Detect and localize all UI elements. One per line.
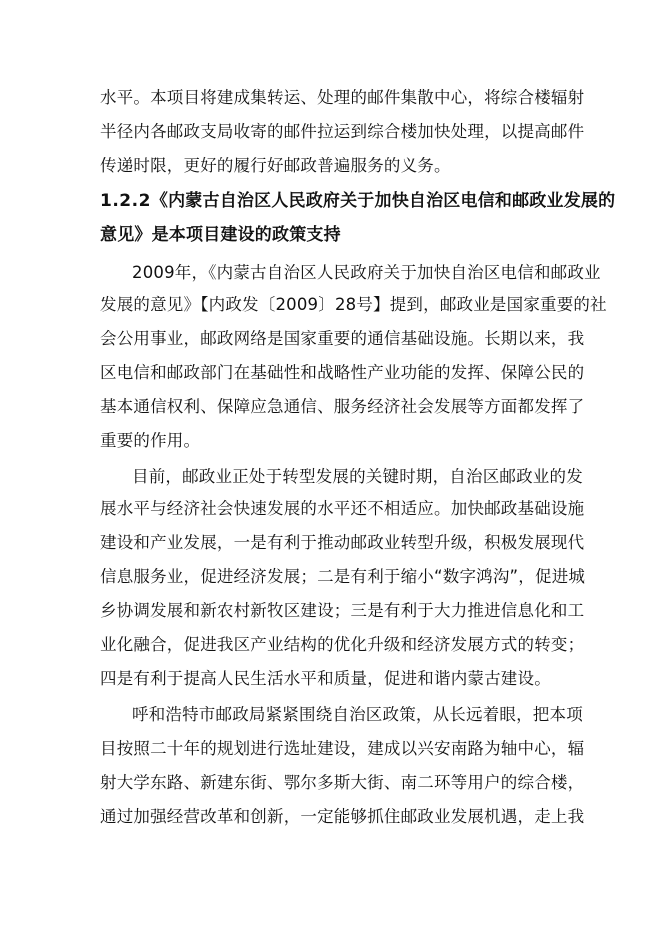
paragraph-line: 业化融合，促进我区产业结构的优化升级和经济发展方式的转变； (100, 635, 585, 654)
paragraph-line: 通过加强经营改革和创新，一定能够抓住邮政业发展机遇，走上我 (100, 807, 585, 826)
paragraph-line: 呼和浩特市邮政局紧紧围绕自治区政策，从长远着眼，把本项 (132, 705, 583, 724)
paragraph-line: 射大学东路、新建东街、鄂尔多斯大街、南二环等用户的综合楼， (100, 773, 585, 792)
paragraph-line: 目按照二十年的规划进行选址建设，建成以兴安南路为轴中心，辐 (100, 739, 585, 758)
paragraph-line: 四是有利于提高人民生活水平和质量，促进和谐内蒙古建设。 (100, 669, 551, 688)
paragraph-line: 信息服务业，促进经济发展；二是有利于缩小“数字鸿沟”，促进城 (100, 567, 586, 586)
paragraph-line: 基本通信权利、保障应急通信、服务经济社会发展等方面都发挥了 (100, 397, 585, 416)
paragraph-line: 展水平与经济社会快速发展的水平还不相适应。加快邮政基础设施 (100, 499, 585, 518)
paragraph-line: 会公用事业，邮政网络是国家重要的通信基础设施。长期以来，我 (100, 329, 585, 348)
paragraph-line: 水平。本项目将建成集转运、处理的邮件集散中心，将综合楼辐射 (100, 88, 585, 107)
paragraph-line: 传递时限，更好的履行好邮政普遍服务的义务。 (100, 156, 451, 175)
paragraph-line: 乡协调发展和新农村新牧区建设；三是有利于大力推进信息化和工 (100, 601, 585, 620)
section-heading-text: 《内蒙古自治区人民政府关于加快自治区电信和邮政业发展的 (150, 191, 616, 211)
paragraph-line: 2009年，《内蒙古自治区人民政府关于加快自治区电信和邮政业 (132, 263, 601, 282)
paragraph-line: 重要的作用。 (100, 431, 201, 450)
paragraph-line: 建设和产业发展，一是有利于推动邮政业转型升级，积极发展现代 (100, 533, 585, 552)
section-heading-continued: 意见》是本项目建设的政策支持 (100, 225, 341, 245)
paragraph-line: 目前，邮政业正处于转型发展的关键时期，自治区邮政业的发 (132, 467, 583, 486)
paragraph-line: 区电信和邮政部门在基础性和战略性产业功能的发挥、保障公民的 (100, 363, 585, 382)
section-heading (100, 190, 616, 212)
section-number: 1.2.2 (100, 191, 151, 211)
paragraph-line: 半径内各邮政支局收寄的邮件拉运到综合楼加快处理，以提高邮件 (100, 122, 585, 141)
paragraph-line: 发展的意见》【内政发〔2009〕28号】提到，邮政业是国家重要的社 (100, 295, 607, 314)
